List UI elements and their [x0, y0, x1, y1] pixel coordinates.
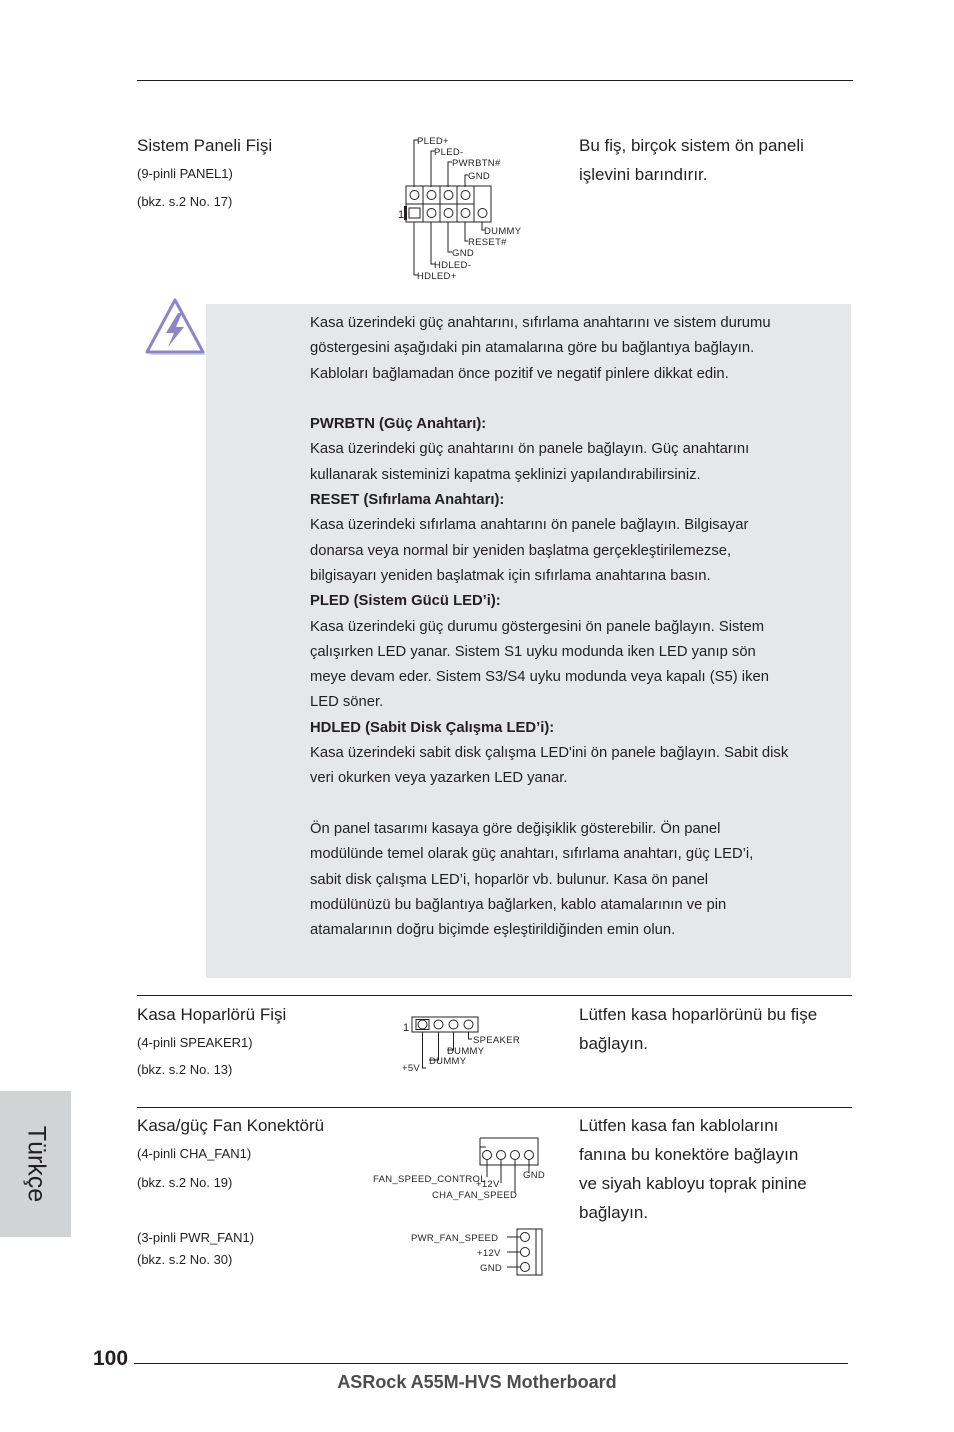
fan-desc-line: fanına bu konektöre bağlayın	[579, 1145, 799, 1164]
panel-ref: (bkz. s.2 No. 17)	[137, 194, 233, 209]
note-line: modülünüzü bu bağlantıya bağlarken, kablo atamalarının ve pin	[310, 896, 727, 913]
diagram-label: DUMMY	[429, 1056, 467, 1067]
speaker-desc-line: Lütfen kasa hoparlörünü bu fişe	[579, 1005, 818, 1024]
panel-title: Sistem Paneli Fişi	[137, 136, 273, 155]
diagram-label: SPEAKER	[473, 1035, 520, 1046]
fan-pins-3: (3-pinli PWR_FAN1)	[137, 1230, 255, 1245]
pled-line: Kasa üzerindeki güç durumu göstergesini ön panele bağlayın. Sistem	[310, 618, 765, 635]
cha-fan-diagram	[370, 1135, 555, 1205]
pled-line: meye devam eder. Sistem S3/S4 uyku modunda veya kapalı (S5) iken	[310, 669, 769, 686]
diagram-label: PLED+	[417, 136, 449, 147]
note-line: modülünde temel olarak güç anahtarı, sıfırlama anahtarı, güç LED’i,	[310, 846, 754, 863]
diagram-label: RESET#	[468, 237, 507, 248]
pin-1-label: 1	[403, 1022, 410, 1034]
pwrbtn-line: kullanarak sisteminizi kapatma şeklinizi yapılandırabilirsiniz.	[310, 466, 701, 483]
diagram-label: +5V	[402, 1063, 421, 1074]
language-tab	[0, 1091, 71, 1237]
pled-line: çalışırken LED yanar. Sistem S1 uyku modunda iken LED yanıp sön	[310, 643, 756, 660]
warning-icon	[144, 297, 210, 359]
speaker-rule	[137, 995, 852, 996]
panel-header-diagram	[396, 132, 536, 282]
diagram-label: DUMMY	[484, 226, 522, 237]
diagram-label: GND	[452, 248, 475, 259]
diagram-label: GND	[468, 171, 491, 182]
panel-description	[579, 131, 804, 189]
diagram-label: GND	[480, 1263, 503, 1274]
hdled-line: Kasa üzerindeki sabit disk çalışma LED'ini ön panele bağlayın. Sabit disk	[310, 745, 789, 762]
diagram-label: PLED-	[434, 147, 464, 158]
pled-line: LED söner.	[310, 694, 384, 711]
fan-title: Kasa/güç Fan Konektörü	[137, 1116, 325, 1135]
fan-desc-line: Lütfen kasa fan kablolarını	[579, 1116, 779, 1135]
fan-desc-line: bağlayın.	[579, 1203, 648, 1222]
hdled-line: veri okurken veya yazarken LED yanar.	[310, 770, 568, 787]
warning-intro-line: göstergesini aşağıdaki pin atamalarına göre bu bağlantıya bağlayın.	[310, 340, 755, 357]
warning-intro-line: Kabloları bağlamadan önce pozitif ve negatif pinlere dikkat edin.	[310, 365, 729, 382]
fan-desc-line: ve siyah kabloyu toprak pinine	[579, 1174, 807, 1193]
diagram-label: PWR_FAN_SPEED	[411, 1233, 499, 1244]
speaker-ref: (bkz. s.2 No. 13)	[137, 1062, 233, 1077]
pwr-fan-diagram	[408, 1226, 548, 1278]
warning-text	[310, 311, 858, 943]
speaker-header-diagram	[398, 1012, 528, 1074]
diagram-label: DUMMY	[447, 1046, 485, 1057]
page-number: 100	[93, 1347, 129, 1370]
panel-pins: (9-pinli PANEL1)	[137, 166, 233, 181]
diagram-label: +12V	[476, 1179, 500, 1190]
language-tab-label: Türkçe	[22, 1125, 50, 1203]
note-line: atamalarının doğru biçimde eşleştirildiğinden emin olun.	[310, 922, 676, 939]
fan-pins: (4-pinli CHA_FAN1)	[137, 1146, 252, 1161]
speaker-desc-line: bağlayın.	[579, 1034, 648, 1053]
top-rule	[137, 80, 853, 81]
diagram-label: HDLED+	[417, 271, 457, 282]
footer-rule	[134, 1363, 848, 1364]
pwrbtn-line: Kasa üzerindeki güç anahtarını ön panele bağlayın. Güç anahtarını	[310, 441, 750, 458]
fan-description	[579, 1111, 807, 1227]
panel-desc-line: Bu fiş, birçok sistem ön paneli	[579, 136, 804, 155]
reset-heading: RESET (Sıfırlama Anahtarı):	[310, 492, 505, 509]
diagram-label: GND	[523, 1170, 546, 1181]
fan-ref: (bkz. s.2 No. 19)	[137, 1175, 233, 1190]
panel-desc-line: işlevini barındırır.	[579, 165, 708, 184]
speaker-description	[579, 1000, 817, 1058]
note-line: Ön panel tasarımı kasaya göre değişiklik gösterebilir. Ön panel	[310, 820, 721, 837]
diagram-label: PWRBTN#	[452, 158, 501, 169]
speaker-pins: (4-pinli SPEAKER1)	[137, 1035, 253, 1050]
diagram-label: FAN_SPEED_CONTROL	[373, 1174, 486, 1185]
note-line: sabit disk çalışma LED’i, hoparlör vb. bulunur. Kasa ön panel	[310, 871, 709, 888]
warning-intro-line: Kasa üzerindeki güç anahtarını, sıfırlama anahtarını ve sistem durumu	[310, 315, 771, 331]
hdled-heading: HDLED (Sabit Disk Çalışma LED’i):	[310, 719, 555, 736]
speaker-title: Kasa Hoparlörü Fişi	[137, 1005, 287, 1024]
diagram-label: +12V	[477, 1248, 501, 1259]
diagram-label: HDLED-	[434, 260, 472, 271]
fan-rule	[137, 1107, 852, 1108]
reset-line: donarsa veya normal bir yeniden başlatma gerçekleştirilemezse,	[310, 542, 732, 559]
reset-line: bilgisayarı yeniden başlatmak için sıfırlama anahtarına basın.	[310, 567, 711, 584]
pwrbtn-heading: PWRBTN (Güç Anahtarı):	[310, 416, 487, 433]
pin-1-label: 1	[398, 209, 405, 221]
pled-heading: PLED (Sistem Gücü LED’i):	[310, 593, 501, 610]
reset-line: Kasa üzerindeki sıfırlama anahtarını ön panele bağlayın. Bilgisayar	[310, 517, 749, 534]
footer-text: ASRock A55M-HVS Motherboard	[337, 1372, 617, 1392]
fan-ref-3: (bkz. s.2 No. 30)	[137, 1252, 233, 1267]
diagram-label: CHA_FAN_SPEED	[432, 1190, 518, 1201]
